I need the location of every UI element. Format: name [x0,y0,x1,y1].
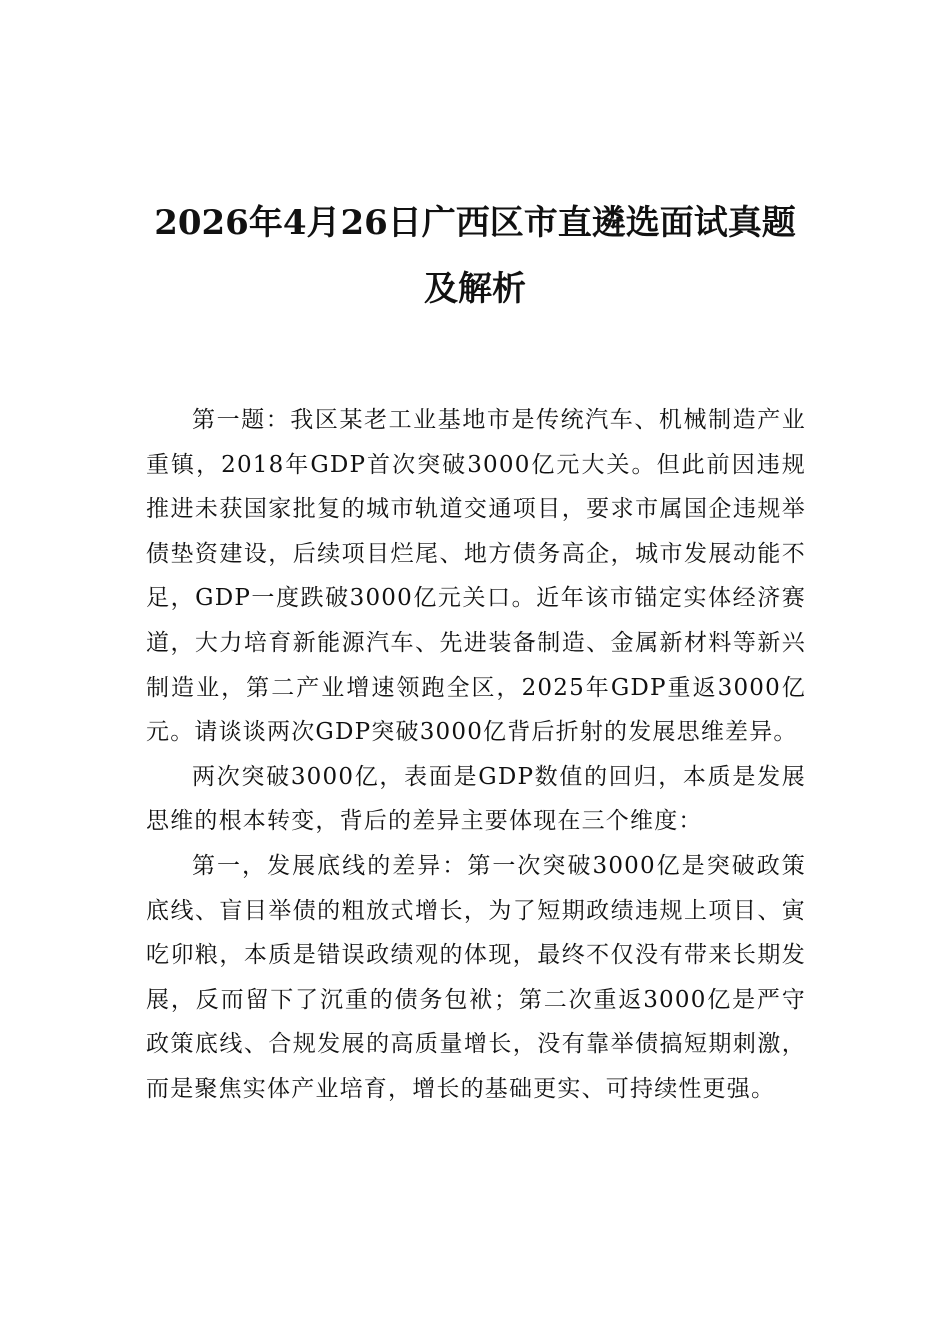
paragraph-point-one: 第一，发展底线的差异：第一次突破3000亿是突破政策底线、盲目举债的粗放式增长，为了短期政绩违规上项目、寅吃卯粮，本质是错误政绩观的体现，最终不仅没有带来长期发展，反而留下了沉重的债务包袱；第二次重返3000亿是严守政策底线、合规发展的高质量增长，没有靠举债搞短期刺激，而是聚焦实体产业培育，增长的基础更实、可持续性更强。 [146,852,806,1102]
document-body [146,398,806,1112]
paragraph-intro: 两次突破3000亿，表面是GDP数值的回归，本质是发展思维的根本转变，背后的差异主要体现在三个维度： [146,763,806,835]
paragraph-question: 第一题：我区某老工业基地市是传统汽车、机械制造产业重镇，2018年GDP首次突破3000亿元大关。但此前因违规推进未获国家批复的城市轨道交通项目，要求市属国企违规举债垫资建设，后续项目烂尾、地方债务高企，城市发展动能不足，GDP一度跌破3000亿元关口。近年该市锚定实体经济赛道，大力培育新能源汽车、先进装备制造、金属新材料等新兴制造业，第二产业增速领跑全区，2025年GDP重返3000亿元。请谈谈两次GDP突破3000亿背后折射的发展思维差异。 [146,407,806,746]
document-title: 2026年4月26日广西区市直遴选面试真题及解析 [154,203,796,309]
